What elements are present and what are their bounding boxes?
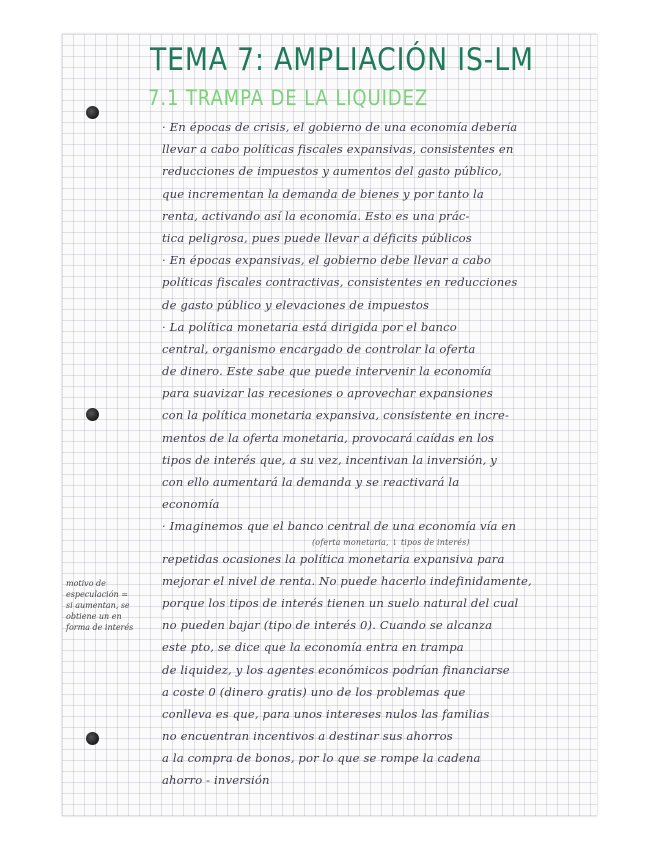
- note-line: no pueden bajar (tipo de interés 0). Cuando se alcanza: [162, 618, 493, 633]
- notebook-sheet: [62, 34, 597, 816]
- note-line: · En épocas expansivas, el gobierno debe llevar a cabo: [162, 253, 491, 268]
- note-line: de dinero. Este sabe que puede intervenir la economía: [162, 364, 492, 379]
- note-line: conlleva es que, para unos intereses nulos las familias: [162, 706, 490, 721]
- note-line: mentos de la oferta monetaria, provocará caídas en los: [162, 430, 495, 445]
- note-line: reducciones de impuestos y aumentos del gasto público,: [162, 164, 503, 179]
- note-line: este pto, se dice que la economía entra en trampa: [162, 640, 464, 655]
- note-line: · La política monetaria está dirigida por el banco: [162, 319, 457, 334]
- note-line: central, organismo encargado de controlar la oferta: [162, 341, 476, 356]
- note-line: porque los tipos de interés tienen un suelo natural del cual: [162, 595, 519, 610]
- note-line: a la compra de bonos, por lo que se rompe la cadena: [162, 751, 481, 766]
- page-title: TEMA 7: AMPLIACIÓN IS-LM: [150, 42, 534, 78]
- notes-body: [162, 116, 584, 792]
- note-line: repetidas ocasiones la política monetaria expansiva para: [162, 551, 505, 566]
- binder-hole: [86, 408, 99, 421]
- section-subtitle: 7.1 TRAMPA DE LA LIQUIDEZ: [148, 86, 429, 110]
- note-line: políticas fiscales contractivas, consistentes en reducciones: [162, 275, 518, 290]
- note-line: mejorar el nivel de renta. No puede hacerlo indefinidamente,: [162, 573, 532, 588]
- note-line: que incrementan la demanda de bienes y por tanto la: [162, 186, 484, 201]
- note-line: a coste 0 (dinero gratis) uno de los problemas que: [162, 684, 466, 699]
- note-line: economía: [162, 497, 220, 512]
- note-line: tica peligrosa, pues puede llevar a déficits públicos: [162, 230, 472, 245]
- inline-annotation: (oferta monetaria, ↓ tipos de interés): [312, 537, 470, 547]
- margin-note: motivo de especulación = si aumentan, se obtiene un en forma de interés: [66, 579, 134, 632]
- note-line: tipos de interés que, a su vez, incentivan la inversión, y: [162, 452, 497, 467]
- note-line: con la política monetaria expansiva, consistente en incre-: [162, 408, 510, 423]
- note-line: ahorro - inversión: [162, 773, 270, 788]
- note-line: para suavizar las recesiones o aprovechar expansiones: [162, 386, 494, 401]
- binder-hole: [86, 106, 99, 119]
- note-line: de liquidez, y los agentes económicos podrían financiarse: [162, 662, 510, 677]
- note-line: · Imaginemos que el banco central de una economía vía en: [162, 519, 517, 534]
- note-line: de gasto público y elevaciones de impuestos: [162, 297, 430, 312]
- note-line: con ello aumentará la demanda y se reactivará la: [162, 475, 460, 489]
- note-line: renta, activando así la economía. Esto es una prác-: [162, 208, 470, 223]
- binder-hole: [86, 732, 99, 745]
- note-line: · En épocas de crisis, el gobierno de una economía debería: [162, 120, 518, 134]
- note-line: llevar a cabo políticas fiscales expansivas, consistentes en: [162, 142, 514, 157]
- note-line: no encuentran incentivos a destinar sus ahorros: [162, 729, 453, 744]
